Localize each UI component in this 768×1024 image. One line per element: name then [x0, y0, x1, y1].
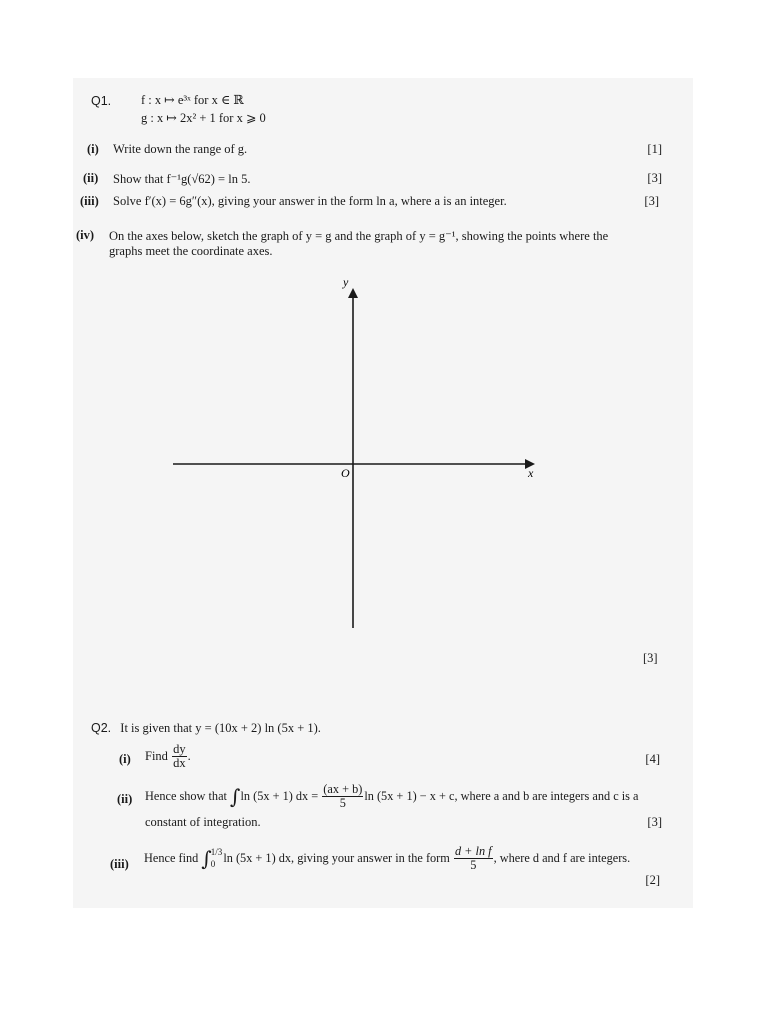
part-text: Hence find — [144, 850, 199, 865]
part-label: (ii) — [117, 792, 133, 806]
function-f-definition: f : x ↦ e³ˣ for x ∈ ℝ — [141, 93, 244, 107]
part-label: (i) — [119, 752, 131, 766]
question-2 — [91, 721, 321, 736]
marks: [3] — [647, 171, 662, 185]
q2-part-iii — [110, 843, 660, 889]
part-label: (iv) — [76, 228, 95, 242]
part-text: Show that f⁻¹g(√62) = ln 5. — [113, 172, 251, 186]
part-text-continued: constant of integration. — [145, 815, 261, 829]
part-text-suffix: , where d and f are integers. — [493, 850, 631, 865]
q1-part-ii — [83, 171, 662, 189]
question-2-intro: It is given that y = (10x + 2) ln (5x + 1). — [120, 721, 321, 735]
q2-part-i — [119, 743, 660, 777]
x-axis-label: x — [528, 466, 534, 480]
marks: [1] — [647, 142, 662, 156]
fraction-denominator: 5 — [339, 795, 346, 810]
part-text: Solve f′(x) = 6g″(x), giving your answer in the form ln a, where a is an integer. — [113, 194, 507, 208]
part-label: (iii) — [80, 194, 99, 208]
integrand: ln (5x + 1) dx = — [240, 788, 319, 803]
q1-part-iv-marks: [3] — [643, 651, 658, 665]
part-text-suffix: ln (5x + 1) − x + c, where a and b are integers and c is a — [364, 788, 639, 803]
part-text-continued: graphs meet the coordinate axes. — [109, 244, 273, 258]
integrand: ln (5x + 1) dx, giving your answer in the form — [223, 850, 450, 865]
question-1-number: Q1. — [91, 94, 112, 108]
upper-limit: 1/3 — [210, 846, 223, 857]
part-text: Hence show that — [145, 788, 227, 803]
part-text: Find — [145, 749, 168, 764]
question-2-number: Q2. — [91, 721, 112, 735]
q1-part-iv — [76, 228, 661, 268]
integral-limits — [211, 846, 223, 871]
derivative-fraction — [172, 743, 187, 770]
function-g-definition: g : x ↦ 2x² + 1 for x ⩾ 0 — [141, 111, 266, 125]
q2-part-ii — [117, 783, 662, 831]
coordinate-axes — [163, 273, 553, 633]
y-axis-label: y — [343, 275, 349, 289]
part-text: On the axes below, sketch the graph of y = g and the graph of y = g⁻¹, showing the points where the — [109, 229, 609, 243]
integral-sign: ∫ — [201, 846, 212, 871]
part-label: (i) — [87, 142, 99, 156]
part-label: (iii) — [110, 857, 129, 871]
q1-part-i — [87, 142, 662, 160]
marks: [3] — [644, 194, 659, 208]
integral-sign: ∫ — [230, 784, 241, 809]
part-label: (ii) — [83, 171, 99, 185]
exam-sheet — [73, 78, 693, 908]
marks: [4] — [645, 752, 660, 766]
lower-limit: 0 — [210, 859, 216, 870]
part-text: Write down the range of g. — [113, 142, 248, 156]
marks: [2] — [645, 873, 660, 887]
fraction-denominator: 5 — [470, 857, 477, 872]
answer-form-fraction — [454, 845, 493, 872]
origin-label: O — [341, 466, 350, 480]
fraction-denominator: dx — [173, 756, 186, 771]
part-text-suffix: . — [187, 749, 191, 764]
q1-part-iii — [80, 194, 659, 212]
fraction-numerator: d + ln f — [454, 844, 492, 858]
coefficient-fraction — [322, 783, 363, 810]
marks: [3] — [647, 815, 662, 829]
fraction-numerator: dy — [173, 742, 186, 756]
fraction-numerator: (ax + b) — [323, 782, 363, 796]
